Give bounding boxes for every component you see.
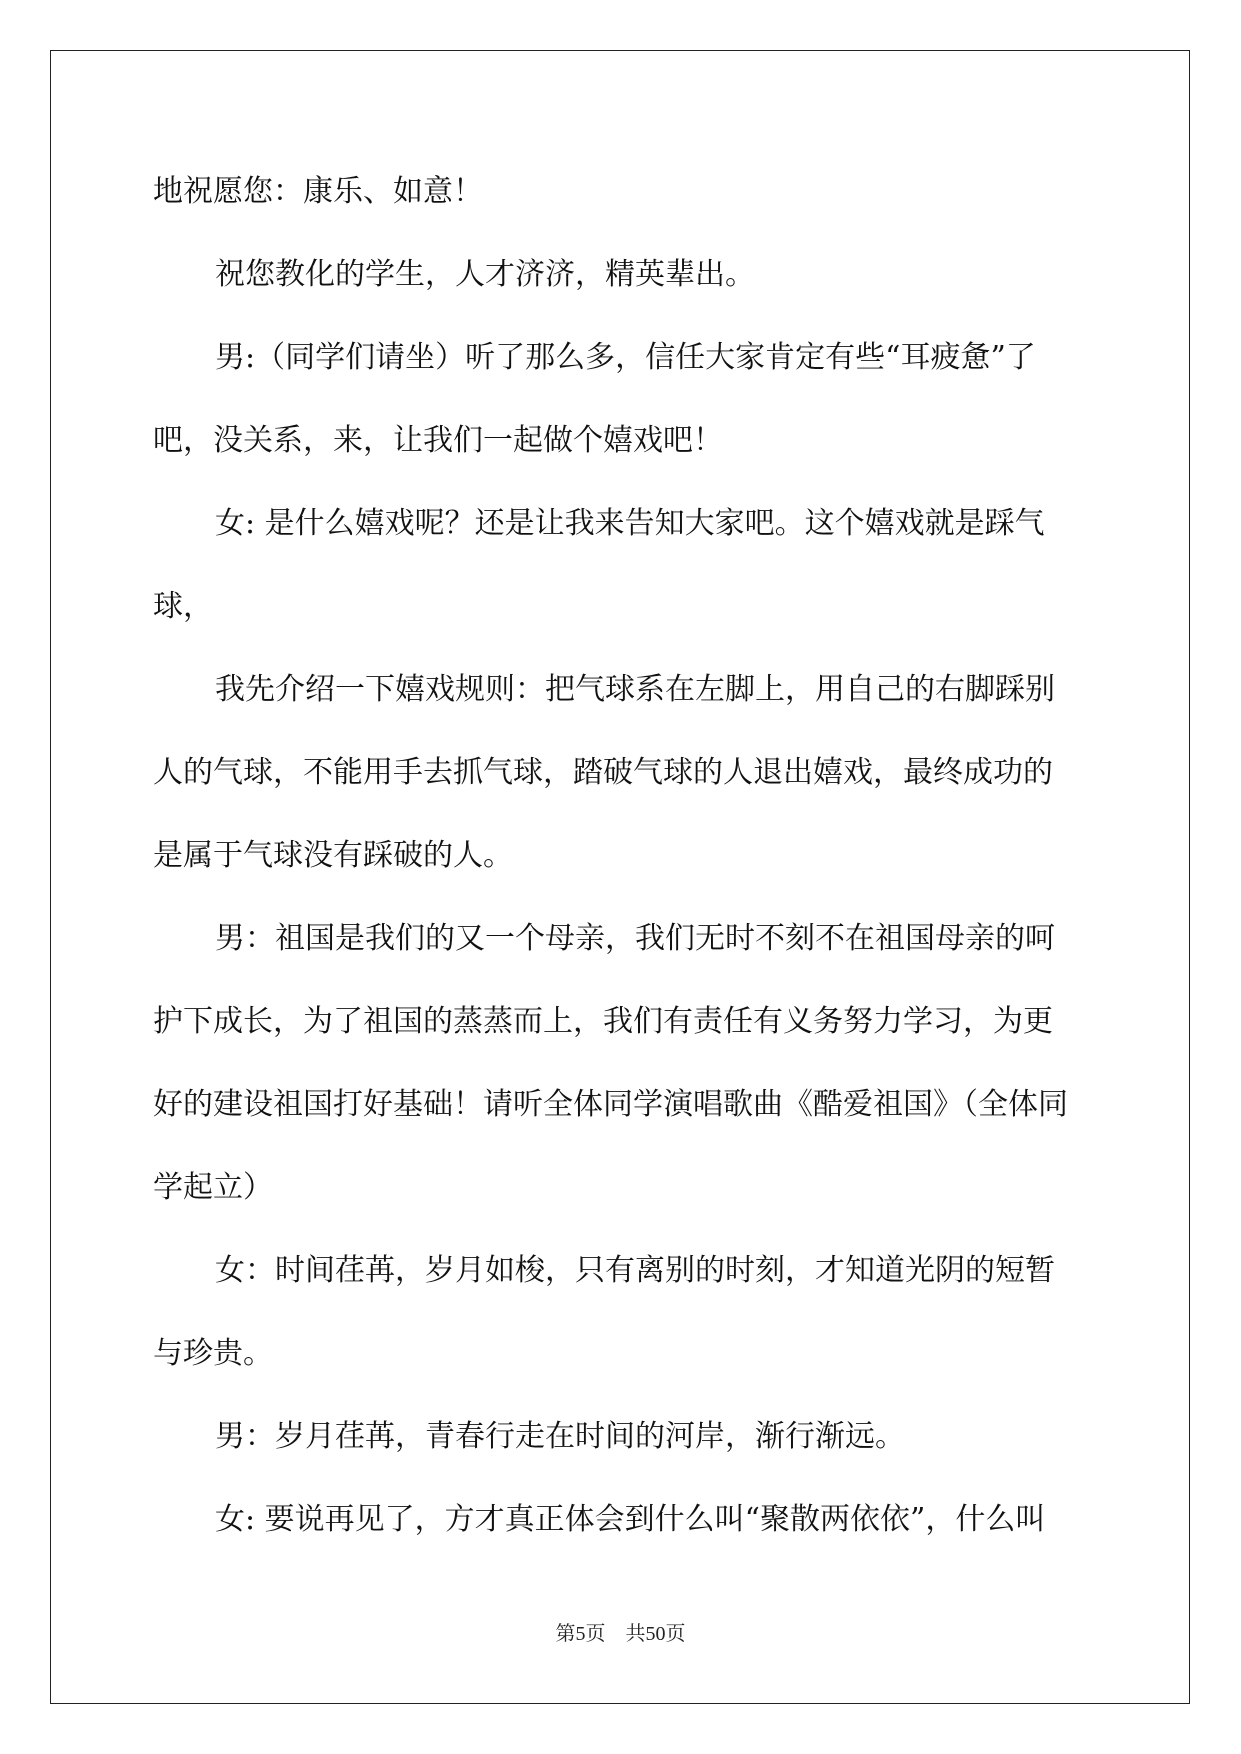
text-line: 男：岁月荏苒，青春行走在时间的河岸，渐行渐远。 [215, 1419, 905, 1454]
text-line: 是属于气球没有踩破的人。 [153, 838, 513, 873]
text-line: 球， [153, 589, 213, 624]
text-line: 女: 要说再见了，方才真正体会到什么叫“聚散两依依”，什么叫 [215, 1502, 1046, 1537]
text-line: 吧，没关系，来，让我们一起做个嬉戏吧！ [153, 423, 723, 458]
text-line: 人的气球，不能用手去抓气球，踏破气球的人退出嬉戏，最终成功的 [153, 755, 1053, 790]
text-line: 好的建设祖国打好基础！请听全体同学演唱歌曲《酷爱祖国》（全体同 [153, 1087, 1068, 1122]
text-line: 与珍贵。 [153, 1336, 273, 1371]
text-line: 学起立） [153, 1170, 273, 1205]
text-line: 护下成长，为了祖国的蒸蒸而上，我们有责任有义务努力学习，为更 [153, 1004, 1053, 1039]
text-line: 我先介绍一下嬉戏规则：把气球系在左脚上，用自己的右脚踩别 [215, 672, 1055, 707]
page-number-footer: 第5页 共50页 [555, 1623, 686, 1645]
text-line: 祝您教化的学生，人才济济，精英辈出。 [215, 257, 755, 292]
text-line: 地祝愿您：康乐、如意！ [153, 174, 483, 209]
text-line: 女：时间荏苒，岁月如梭，只有离别的时刻，才知道光阴的短暂 [215, 1253, 1055, 1288]
text-line: 男：祖国是我们的又一个母亲，我们无时不刻不在祖国母亲的呵 [215, 921, 1055, 956]
text-line: 女: 是什么嬉戏呢？还是让我来告知大家吧。这个嬉戏就是踩气 [215, 506, 1045, 541]
text-line: 男:（同学们请坐）听了那么多，信任大家肯定有些“耳疲惫”了 [215, 340, 1036, 375]
